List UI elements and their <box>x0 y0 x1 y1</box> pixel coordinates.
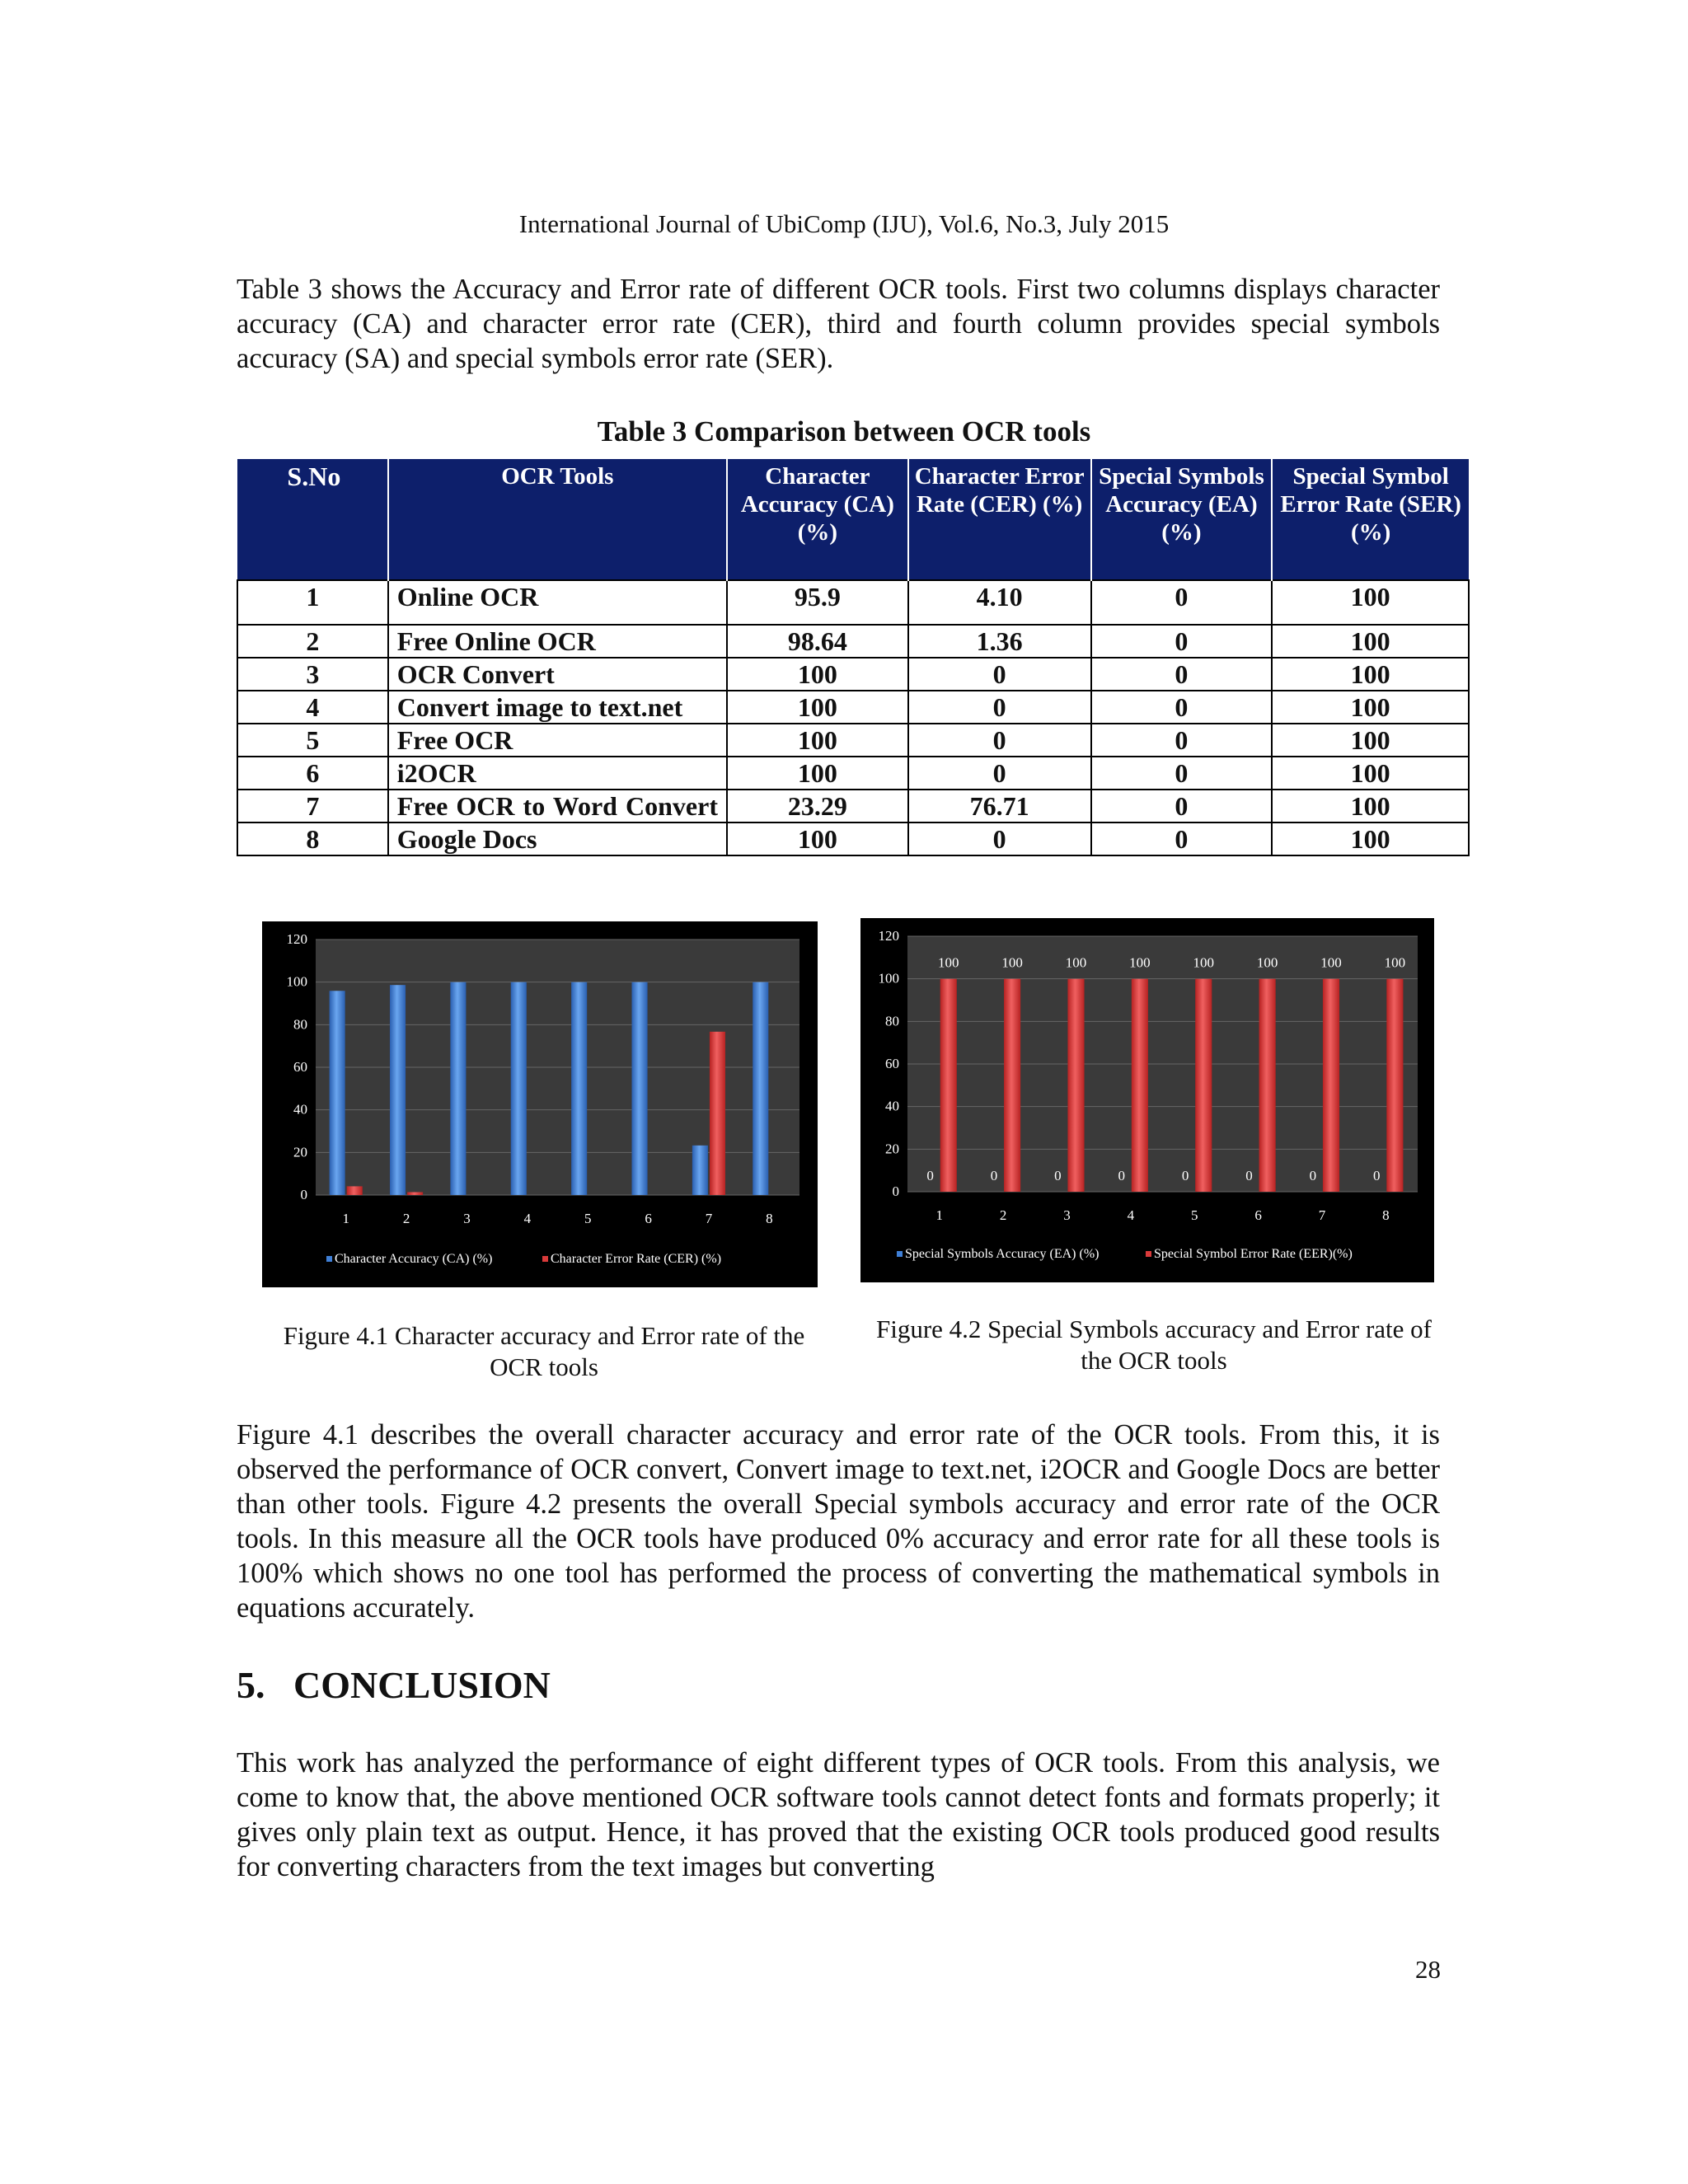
chart-special-symbols-svg <box>860 918 1434 1282</box>
chart-special-symbols <box>860 918 1434 1282</box>
legend-swatch <box>1146 1251 1151 1257</box>
bar-series2 <box>710 1032 725 1195</box>
table-row <box>237 823 1469 855</box>
cell-ca: 98.64 <box>727 625 908 658</box>
y-tick-label: 100 <box>286 973 307 990</box>
x-tick-label: 6 <box>1254 1207 1262 1223</box>
y-tick-label: 0 <box>892 1183 899 1199</box>
data-label: 100 <box>1001 954 1023 971</box>
table-title: Table 3 Comparison between OCR tools <box>597 415 1091 448</box>
cell-tool: Free OCR <box>388 724 727 757</box>
cell-tool: OCR Convert <box>388 658 727 691</box>
cell-ea: 0 <box>1091 625 1273 658</box>
cell-tool: i2OCR <box>388 757 727 790</box>
table-row <box>237 757 1469 790</box>
data-label: 100 <box>1384 954 1406 971</box>
bar-series1 <box>631 982 647 1195</box>
cell-sno: 4 <box>237 691 388 724</box>
cell-tool: Convert image to text.net <box>388 691 727 724</box>
chart-character-accuracy-svg <box>262 921 818 1287</box>
cell-cer: 4.10 <box>908 580 1091 625</box>
cell-cer: 1.36 <box>908 625 1091 658</box>
legend-entry: Special Symbol Error Rate (EER)(%) <box>1154 1247 1353 1261</box>
table-row <box>237 691 1469 724</box>
bar-series2 <box>1323 979 1339 1192</box>
data-label: 100 <box>1129 954 1151 971</box>
x-tick-label: 5 <box>1190 1207 1198 1223</box>
cell-ea: 0 <box>1091 790 1273 823</box>
data-label: 0 <box>1118 1168 1126 1183</box>
y-tick-label: 20 <box>885 1141 899 1157</box>
data-label: 0 <box>926 1168 934 1183</box>
header-special-symbol-error-rate: Special Symbol Error Rate (SER)(%) <box>1272 459 1469 580</box>
cell-ca: 100 <box>727 724 908 757</box>
bar-series1 <box>571 982 587 1195</box>
table-row <box>237 580 1469 625</box>
bar-series2 <box>1067 979 1084 1192</box>
data-label: 0 <box>1245 1168 1253 1183</box>
data-label: 0 <box>1309 1168 1317 1183</box>
x-tick-label: 8 <box>1382 1207 1390 1223</box>
page-number: 28 <box>1415 1955 1441 1984</box>
x-tick-label: 4 <box>523 1211 532 1226</box>
intro-paragraph: Table 3 shows the Accuracy and Error rate of different OCR tools. First two columns displays character accuracy (CA) and character error rate (CER), third and fourth column provides special symbols accuracy (SA) and special symbols error rate (SER). <box>237 274 1440 374</box>
cell-cer: 0 <box>908 757 1091 790</box>
y-tick-label: 120 <box>878 928 899 944</box>
bar-series2 <box>407 1192 423 1195</box>
data-label: 0 <box>990 1168 998 1183</box>
bar-series2 <box>1004 979 1020 1192</box>
y-tick-label: 40 <box>885 1098 899 1114</box>
x-tick-label: 3 <box>1063 1207 1071 1223</box>
legend-entry: Character Accuracy (CA) (%) <box>335 1252 493 1266</box>
bar-series1 <box>511 982 527 1195</box>
bar-series1 <box>330 991 345 1195</box>
data-label: 100 <box>937 954 959 971</box>
chart-character-accuracy <box>262 921 818 1287</box>
y-tick-label: 0 <box>300 1187 307 1202</box>
cell-ser: 100 <box>1272 691 1469 724</box>
header-special-symbols-accuracy: Special Symbols Accuracy (EA) (%) <box>1091 459 1273 580</box>
cell-cer: 76.71 <box>908 790 1091 823</box>
cell-ea: 0 <box>1091 724 1273 757</box>
cell-ca: 100 <box>727 823 908 855</box>
cell-cer: 0 <box>908 724 1091 757</box>
bar-series2 <box>1386 979 1403 1192</box>
cell-ser: 100 <box>1272 790 1469 823</box>
y-tick-label: 80 <box>293 1016 307 1033</box>
y-tick-label: 60 <box>885 1056 899 1071</box>
bar-series1 <box>692 1146 708 1195</box>
x-tick-label: 1 <box>935 1207 943 1223</box>
header-character-error-rate: Character Error Rate (CER) (%) <box>908 459 1091 580</box>
data-label: 0 <box>1181 1168 1189 1183</box>
cell-ea: 0 <box>1091 691 1273 724</box>
cell-ser: 100 <box>1272 658 1469 691</box>
table-row <box>237 625 1469 658</box>
cell-sno: 6 <box>237 757 388 790</box>
cell-ea: 0 <box>1091 658 1273 691</box>
cell-ca: 95.9 <box>727 580 908 625</box>
data-label: 0 <box>1373 1168 1381 1183</box>
table-header-row <box>237 459 1469 580</box>
cell-ser: 100 <box>1272 757 1469 790</box>
cell-ea: 0 <box>1091 757 1273 790</box>
cell-ca: 100 <box>727 691 908 724</box>
bar-series2 <box>1132 979 1148 1192</box>
bar-series1 <box>390 985 406 1195</box>
header-sno: S.No <box>237 459 388 580</box>
journal-header: International Journal of UbiComp (IJU), Vol.6, No.3, July 2015 <box>518 209 1170 238</box>
x-tick-label: 7 <box>705 1211 713 1226</box>
x-tick-label: 2 <box>402 1211 410 1226</box>
legend-swatch <box>542 1256 548 1262</box>
cell-ca: 100 <box>727 658 908 691</box>
x-tick-label: 2 <box>999 1207 1007 1223</box>
y-tick-label: 40 <box>293 1101 307 1118</box>
data-label: 100 <box>1065 954 1087 971</box>
y-tick-label: 100 <box>878 970 899 987</box>
section-title: 5. CONCLUSION <box>237 1664 551 1706</box>
header-ocr-tools: OCR Tools <box>388 459 727 580</box>
x-tick-label: 8 <box>766 1211 773 1226</box>
x-tick-label: 4 <box>1127 1207 1135 1223</box>
y-tick-label: 20 <box>293 1144 307 1160</box>
bar-series2 <box>347 1186 363 1195</box>
bar-series1 <box>753 982 768 1195</box>
data-label: 0 <box>1054 1168 1062 1183</box>
cell-tool: Online OCR <box>388 580 727 625</box>
discussion-paragraph: Figure 4.1 describes the overall character accuracy and error rate of the OCR tools. From this, it is observed the performance of OCR convert, Convert image to text.net, i2OCR and Google Docs are better than other tools. Figure 4.2 presents the overall Special symbols accuracy and error rate of the OCR tools. In this measure all the OCR tools have produced 0% accuracy and error rate for all these tools is 100% which shows no one tool has performed the process of converting the mathematical symbols in equations accurately. <box>237 1419 1440 1624</box>
data-label: 100 <box>1256 954 1278 971</box>
bar-series2 <box>1195 979 1212 1192</box>
legend-swatch <box>326 1256 332 1262</box>
x-tick-label: 3 <box>463 1211 471 1226</box>
cell-sno: 2 <box>237 625 388 658</box>
cell-ca: 100 <box>727 757 908 790</box>
legend-swatch <box>897 1251 903 1257</box>
cell-ser: 100 <box>1272 724 1469 757</box>
y-tick-label: 80 <box>885 1013 899 1029</box>
cell-ea: 0 <box>1091 580 1273 625</box>
figure-4-2-caption: Figure 4.2 Special Symbols accuracy and Error rate of the OCR tools <box>875 1315 1432 1375</box>
legend-entry: Character Error Rate (CER) (%) <box>551 1252 722 1266</box>
bar-series2 <box>1259 979 1276 1192</box>
x-tick-label: 6 <box>645 1211 652 1226</box>
bar-series1 <box>450 982 466 1195</box>
cell-tool: Free OCR to Word Convert <box>388 790 727 823</box>
x-tick-label: 7 <box>1318 1207 1326 1223</box>
cell-cer: 0 <box>908 691 1091 724</box>
table-row <box>237 658 1469 691</box>
cell-sno: 8 <box>237 823 388 855</box>
table-row <box>237 790 1469 823</box>
comparison-table <box>237 459 1470 856</box>
cell-cer: 0 <box>908 658 1091 691</box>
x-tick-label: 1 <box>342 1211 349 1226</box>
figure-4-1-caption: Figure 4.1 Character accuracy and Error rate of the OCR tools <box>283 1321 805 1381</box>
conclusion-paragraph: This work has analyzed the performance of eight different types of OCR tools. From this analysis, we come to know that, the above mentioned OCR software tools cannot detect fonts and formats properly; it gives only plain text as output. Hence, it has proved that the existing OCR tools produced good results for converting characters from the text images but converting <box>237 1747 1440 1882</box>
y-tick-label: 60 <box>293 1059 307 1075</box>
cell-ser: 100 <box>1272 823 1469 855</box>
cell-sno: 7 <box>237 790 388 823</box>
cell-ea: 0 <box>1091 823 1273 855</box>
cell-ser: 100 <box>1272 625 1469 658</box>
cell-ser: 100 <box>1272 580 1469 625</box>
cell-sno: 3 <box>237 658 388 691</box>
table-row <box>237 724 1469 757</box>
cell-tool: Google Docs <box>388 823 727 855</box>
cell-cer: 0 <box>908 823 1091 855</box>
data-label: 100 <box>1320 954 1342 971</box>
cell-sno: 1 <box>237 580 388 625</box>
x-tick-label: 5 <box>584 1211 592 1226</box>
cell-sno: 5 <box>237 724 388 757</box>
data-label: 100 <box>1193 954 1214 971</box>
y-tick-label: 120 <box>286 931 307 947</box>
bar-series2 <box>940 979 957 1192</box>
legend-entry: Special Symbols Accuracy (EA) (%) <box>905 1247 1100 1261</box>
cell-tool: Free Online OCR <box>388 625 727 658</box>
header-character-accuracy: Character Accuracy (CA) (%) <box>727 459 908 580</box>
cell-ca: 23.29 <box>727 790 908 823</box>
